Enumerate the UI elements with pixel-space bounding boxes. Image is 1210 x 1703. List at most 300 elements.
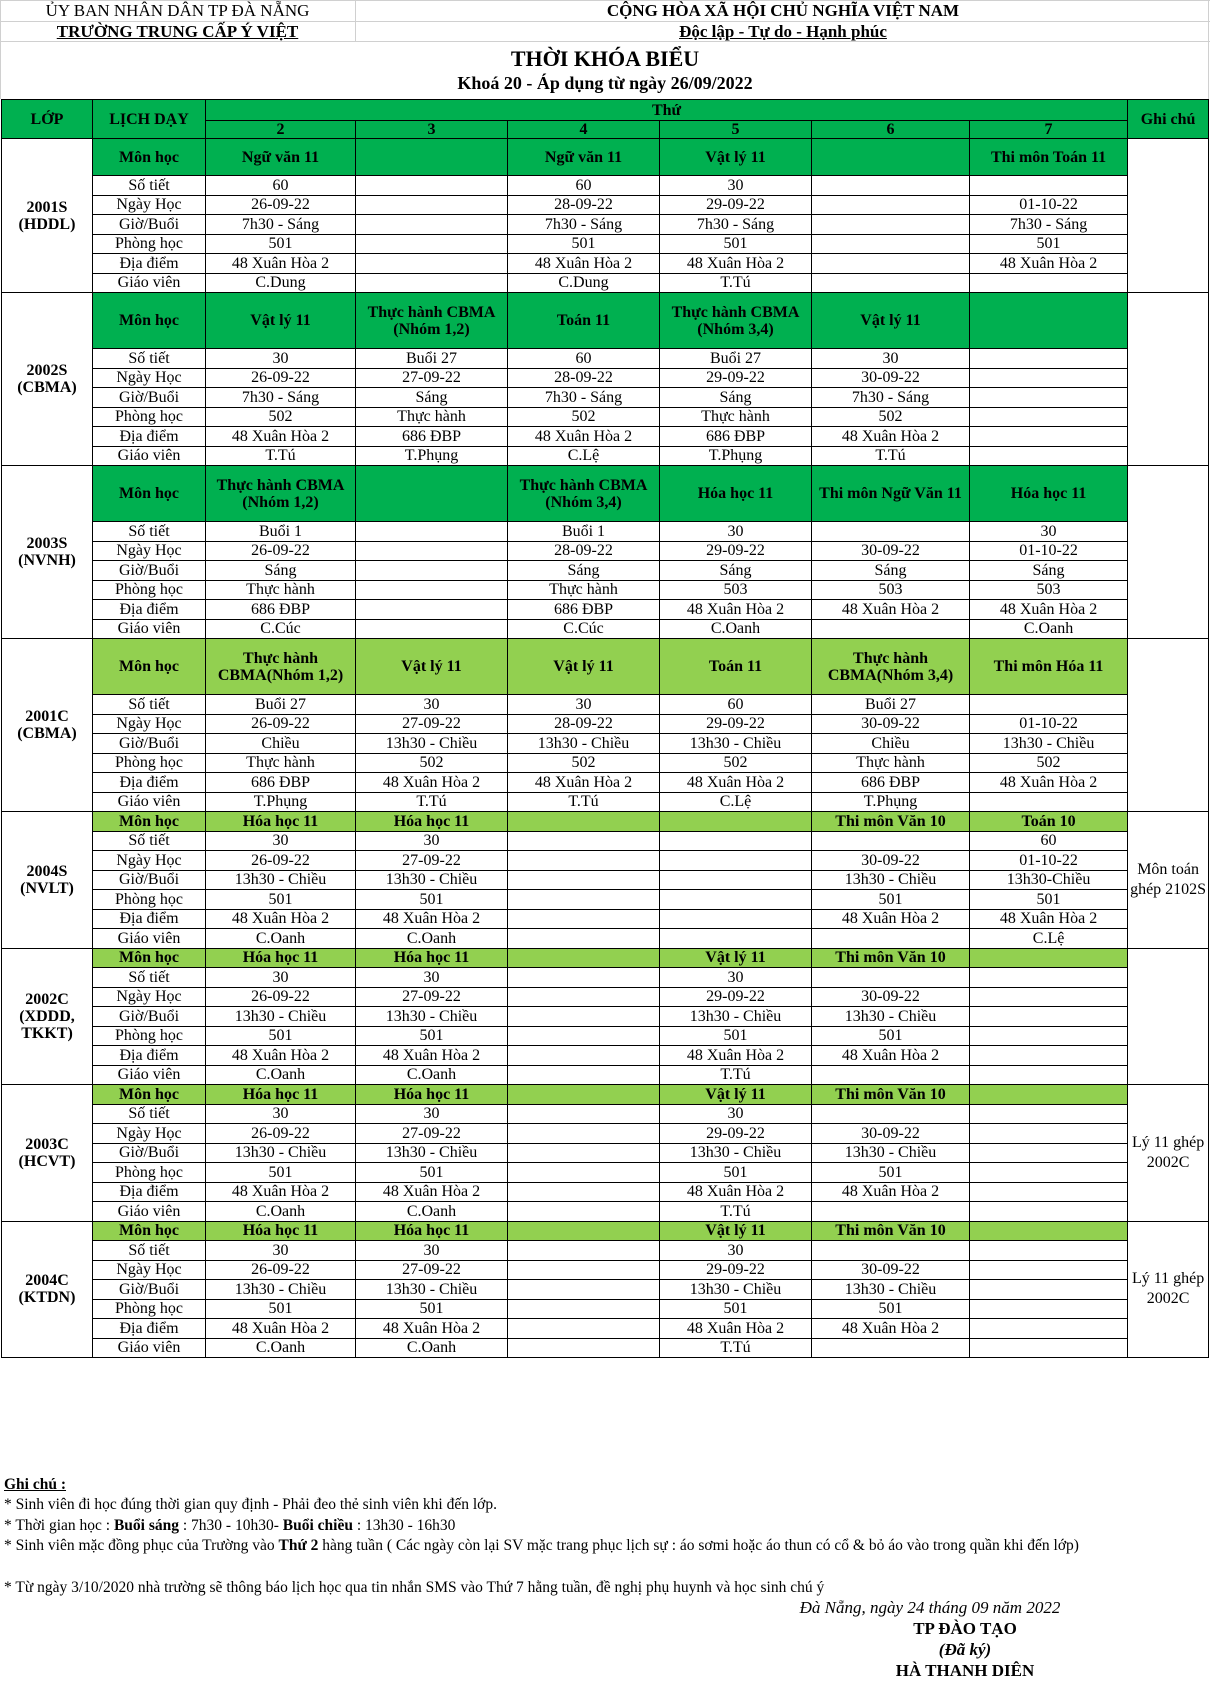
schedule-cell	[970, 176, 1128, 196]
schedule-cell: T.Tú	[356, 792, 508, 812]
schedule-cell	[812, 619, 970, 639]
schedule-cell: 502	[660, 753, 812, 773]
schedule-cell: 30-09-22	[812, 851, 970, 871]
schedule-cell	[356, 176, 508, 196]
schedule-cell	[812, 1338, 970, 1358]
schedule-cell: 502	[206, 407, 356, 427]
schedule-cell: 29-09-22	[660, 368, 812, 388]
schedule-cell: 48 Xuân Hòa 2	[356, 1046, 508, 1066]
schedule-cell	[970, 968, 1128, 988]
class-note	[1128, 139, 1209, 293]
table-row	[2, 812, 1209, 832]
schedule-cell: Sáng	[660, 561, 812, 581]
row-label: Giờ/Buổi	[93, 1143, 206, 1163]
schedule-cell: 30	[356, 1241, 508, 1261]
subject-cell: Hóa học 11	[356, 1085, 508, 1105]
schedule-cell: Thực hành	[206, 753, 356, 773]
schedule-cell: 686 ĐBP	[508, 600, 660, 620]
timetable	[1, 99, 1209, 1358]
table-row	[2, 890, 1209, 910]
schedule-cell: Sáng	[356, 388, 508, 408]
schedule-cell: C.Oanh	[206, 1065, 356, 1085]
table-row	[2, 139, 1209, 176]
schedule-cell: T.Tú	[508, 792, 660, 812]
row-label: Phòng học	[93, 407, 206, 427]
schedule-cell: 7h30 - Sáng	[812, 388, 970, 408]
table-row	[2, 909, 1209, 929]
schedule-cell: 7h30 - Sáng	[970, 215, 1128, 235]
subject-cell: Hóa học 11	[206, 1085, 356, 1105]
col-header-day: 4	[508, 121, 660, 139]
class-name: 2003S (NVNH)	[2, 466, 93, 639]
schedule-cell: 48 Xuân Hòa 2	[970, 909, 1128, 929]
subject-cell	[356, 139, 508, 176]
schedule-cell: 48 Xuân Hòa 2	[812, 909, 970, 929]
schedule-cell: 13h30 - Chiều	[206, 870, 356, 890]
schedule-cell: 13h30 - Chiều	[812, 1007, 970, 1027]
schedule-cell: 29-09-22	[660, 195, 812, 215]
row-label: Giáo viên	[93, 792, 206, 812]
schedule-cell	[508, 1104, 660, 1124]
note-bold: Thứ 2	[278, 1537, 319, 1554]
subject-cell: Hóa học 11	[356, 948, 508, 968]
schedule-cell: Chiều	[812, 734, 970, 754]
row-label: Giáo viên	[93, 446, 206, 466]
table-row	[2, 1338, 1209, 1358]
schedule-cell: 28-09-22	[508, 368, 660, 388]
national-motto: Độc lập - Tự do - Hạnh phúc	[679, 22, 887, 41]
row-label: Địa điểm	[93, 909, 206, 929]
schedule-cell: 13h30 - Chiều	[206, 1143, 356, 1163]
schedule-cell: T.Tú	[206, 446, 356, 466]
schedule-cell	[508, 1163, 660, 1183]
col-header-day: 6	[812, 121, 970, 139]
schedule-cell: 29-09-22	[660, 987, 812, 1007]
subject-cell: Vật lý 11	[356, 639, 508, 695]
col-header-lich-day: LỊCH DẠY	[93, 100, 206, 139]
row-label: Môn học	[93, 293, 206, 349]
header-row	[2, 100, 1209, 121]
subject-cell	[508, 812, 660, 832]
schedule-cell	[660, 851, 812, 871]
schedule-cell: T.Tú	[660, 1202, 812, 1222]
note-line	[4, 1516, 455, 1536]
schedule-cell	[812, 254, 970, 274]
schedule-cell: C.Oanh	[356, 929, 508, 949]
subject-cell: Hóa học 11	[356, 812, 508, 832]
schedule-cell	[970, 1007, 1128, 1027]
national-title: CỘNG HÒA XÃ HỘI CHỦ NGHĨA VIỆT NAM	[606, 1, 960, 20]
table-row	[2, 639, 1209, 695]
schedule-cell: 13h30 - Chiều	[356, 1280, 508, 1300]
schedule-cell: 13h30 - Chiều	[660, 1280, 812, 1300]
schedule-cell: Buổi 27	[356, 349, 508, 369]
subject-cell: Ngữ văn 11	[508, 139, 660, 176]
schedule-cell	[356, 619, 508, 639]
row-label: Số tiết	[93, 176, 206, 196]
schedule-cell: Buổi 1	[206, 522, 356, 542]
schedule-cell: C.Lệ	[508, 446, 660, 466]
schedule-cell: T.Tú	[660, 273, 812, 293]
schedule-cell	[970, 1065, 1128, 1085]
table-row	[2, 176, 1209, 196]
row-label: Môn học	[93, 1085, 206, 1105]
table-row	[2, 870, 1209, 890]
schedule-cell: 30	[356, 831, 508, 851]
schedule-cell: 502	[508, 753, 660, 773]
schedule-cell: 26-09-22	[206, 195, 356, 215]
table-row	[2, 1085, 1209, 1105]
table-row	[2, 466, 1209, 522]
schedule-cell: 686 ĐBP	[206, 600, 356, 620]
subject-cell: Thực hành CBMA (Nhóm 3,4)	[660, 293, 812, 349]
subject-cell: Vật lý 11	[206, 293, 356, 349]
schedule-cell: Sáng	[206, 561, 356, 581]
class-name: 2001C (CBMA)	[2, 639, 93, 812]
schedule-cell: 13h30 - Chiều	[508, 734, 660, 754]
schedule-cell: 686 ĐBP	[206, 773, 356, 793]
schedule-cell: 30	[206, 1104, 356, 1124]
schedule-cell: 48 Xuân Hòa 2	[356, 773, 508, 793]
table-row	[2, 1007, 1209, 1027]
row-label: Môn học	[93, 1221, 206, 1241]
schedule-cell: 01-10-22	[970, 195, 1128, 215]
schedule-cell: 501	[812, 890, 970, 910]
schedule-cell: 48 Xuân Hòa 2	[356, 1319, 508, 1339]
class-name: 2001S (HDDL)	[2, 139, 93, 293]
schedule-cell	[660, 870, 812, 890]
schedule-cell: 503	[970, 580, 1128, 600]
schedule-cell: 48 Xuân Hòa 2	[660, 254, 812, 274]
table-row	[2, 293, 1209, 349]
row-label: Số tiết	[93, 831, 206, 851]
row-label: Địa điểm	[93, 1182, 206, 1202]
table-row	[2, 407, 1209, 427]
note-line: * Sinh viên đi học đúng thời gian quy định - Phải đeo thẻ sinh viên khi đến lớp.	[4, 1496, 497, 1513]
schedule-cell: 13h30 - Chiều	[356, 1007, 508, 1027]
class-name: 2002S (CBMA)	[2, 293, 93, 466]
note-line	[4, 1536, 1204, 1556]
schedule-cell: 501	[206, 1026, 356, 1046]
table-row	[2, 1280, 1209, 1300]
schedule-cell: 30	[970, 522, 1128, 542]
schedule-cell	[356, 234, 508, 254]
schedule-cell: 26-09-22	[206, 987, 356, 1007]
class-note	[1128, 466, 1209, 639]
schedule-cell	[356, 600, 508, 620]
schedule-cell	[812, 195, 970, 215]
table-row	[2, 1202, 1209, 1222]
schedule-cell: 27-09-22	[356, 1124, 508, 1144]
schedule-cell: T.Phụng	[206, 792, 356, 812]
schedule-cell	[970, 368, 1128, 388]
schedule-cell: 26-09-22	[206, 851, 356, 871]
schedule-cell	[812, 1241, 970, 1261]
schedule-cell: 30	[660, 1241, 812, 1261]
schedule-cell	[970, 1280, 1128, 1300]
subject-cell: Thi môn Ngữ Văn 11	[812, 466, 970, 522]
row-label: Giờ/Buổi	[93, 1007, 206, 1027]
row-label: Giáo viên	[93, 1202, 206, 1222]
agency-name: ỦY BAN NHÂN DÂN TP ĐÀ NẴNG	[45, 1, 310, 20]
schedule-cell	[970, 1299, 1128, 1319]
schedule-cell: 30-09-22	[812, 368, 970, 388]
schedule-cell: 501	[660, 1299, 812, 1319]
schedule-cell	[970, 1241, 1128, 1261]
subject-cell: Thực hành CBMA(Nhóm 1,2)	[206, 639, 356, 695]
schedule-cell: 60	[970, 831, 1128, 851]
schedule-cell: T.Phụng	[660, 446, 812, 466]
schedule-cell: 60	[660, 695, 812, 715]
note-text: * Thời gian học :	[4, 1517, 114, 1534]
schedule-cell: 48 Xuân Hòa 2	[356, 1182, 508, 1202]
row-label: Ngày Học	[93, 987, 206, 1007]
schedule-cell	[356, 254, 508, 274]
schedule-cell: 48 Xuân Hòa 2	[508, 254, 660, 274]
schedule-cell	[508, 1202, 660, 1222]
class-name: 2004S (NVLT)	[2, 812, 93, 949]
schedule-cell: C.Dung	[206, 273, 356, 293]
schedule-cell	[970, 1124, 1128, 1144]
table-row	[2, 1260, 1209, 1280]
schedule-cell	[356, 195, 508, 215]
row-label: Phòng học	[93, 753, 206, 773]
schedule-cell: C.Cúc	[508, 619, 660, 639]
schedule-cell	[508, 1241, 660, 1261]
schedule-cell: Thực hành	[356, 407, 508, 427]
subject-cell	[356, 466, 508, 522]
subject-cell: Vật lý 11	[660, 1085, 812, 1105]
schedule-cell: 48 Xuân Hòa 2	[356, 909, 508, 929]
row-label: Giáo viên	[93, 619, 206, 639]
schedule-cell: 27-09-22	[356, 851, 508, 871]
subject-cell: Hóa học 11	[660, 466, 812, 522]
row-label: Giờ/Buổi	[93, 388, 206, 408]
schedule-cell: 48 Xuân Hòa 2	[206, 909, 356, 929]
schedule-cell: 30	[660, 1104, 812, 1124]
schedule-cell: 29-09-22	[660, 1260, 812, 1280]
table-row	[2, 561, 1209, 581]
schedule-cell: C.Oanh	[356, 1202, 508, 1222]
table-row	[2, 714, 1209, 734]
row-label: Ngày Học	[93, 1124, 206, 1144]
schedule-cell	[356, 522, 508, 542]
subject-cell	[508, 1085, 660, 1105]
schedule-cell: 13h30 - Chiều	[206, 1280, 356, 1300]
table-row	[2, 1182, 1209, 1202]
schedule-cell: 48 Xuân Hòa 2	[660, 773, 812, 793]
schedule-cell: Sáng	[812, 561, 970, 581]
schedule-cell: C.Oanh	[206, 1338, 356, 1358]
class-note: Lý 11 ghép 2002C	[1128, 1085, 1209, 1222]
schedule-cell: 48 Xuân Hòa 2	[660, 600, 812, 620]
schedule-cell: Chiều	[206, 734, 356, 754]
schedule-cell: Sáng	[970, 561, 1128, 581]
schedule-cell: 26-09-22	[206, 368, 356, 388]
schedule-cell: 502	[970, 753, 1128, 773]
schedule-cell: 28-09-22	[508, 541, 660, 561]
schedule-cell	[970, 987, 1128, 1007]
subject-cell: Thi môn Văn 10	[812, 1221, 970, 1241]
schedule-cell	[508, 831, 660, 851]
schedule-cell: C.Oanh	[206, 929, 356, 949]
schedule-cell	[508, 1260, 660, 1280]
table-row	[2, 1065, 1209, 1085]
schedule-cell: 48 Xuân Hòa 2	[206, 1182, 356, 1202]
schedule-cell: 27-09-22	[356, 1260, 508, 1280]
schedule-cell: 30-09-22	[812, 1260, 970, 1280]
row-label: Ngày Học	[93, 541, 206, 561]
schedule-cell	[970, 1319, 1128, 1339]
schedule-cell	[508, 870, 660, 890]
schedule-cell	[970, 792, 1128, 812]
schedule-cell: 30	[206, 349, 356, 369]
table-row	[2, 948, 1209, 968]
schedule-cell	[970, 388, 1128, 408]
schedule-cell: 7h30 - Sáng	[508, 388, 660, 408]
table-row	[2, 987, 1209, 1007]
schedule-cell: Thực hành	[660, 407, 812, 427]
schedule-cell: 501	[206, 1299, 356, 1319]
schedule-cell: 01-10-22	[970, 714, 1128, 734]
schedule-cell: 30	[356, 695, 508, 715]
schedule-cell	[812, 1202, 970, 1222]
schedule-cell: 01-10-22	[970, 541, 1128, 561]
page-subtitle: Khoá 20 - Áp dụng từ ngày 26/09/2022	[457, 73, 753, 93]
class-note	[1128, 293, 1209, 466]
schedule-cell: T.Phụng	[812, 792, 970, 812]
schedule-cell	[508, 851, 660, 871]
row-label: Phòng học	[93, 890, 206, 910]
row-label: Giờ/Buổi	[93, 870, 206, 890]
subject-cell	[970, 293, 1128, 349]
row-label: Giáo viên	[93, 273, 206, 293]
schedule-cell: 502	[812, 407, 970, 427]
schedule-cell	[812, 522, 970, 542]
row-label: Giờ/Buổi	[93, 1280, 206, 1300]
schedule-cell: 501	[660, 234, 812, 254]
schedule-cell: C.Dung	[508, 273, 660, 293]
subject-cell	[970, 948, 1128, 968]
subject-cell: Vật lý 11	[660, 948, 812, 968]
col-header-day: 3	[356, 121, 508, 139]
subject-cell	[970, 1221, 1128, 1241]
schedule-cell: 48 Xuân Hòa 2	[660, 1319, 812, 1339]
schedule-cell: 501	[660, 1163, 812, 1183]
schedule-cell	[508, 968, 660, 988]
table-row	[2, 851, 1209, 871]
schedule-cell: 13h30 - Chiều	[812, 870, 970, 890]
subject-cell: Hóa học 11	[356, 1221, 508, 1241]
schedule-cell: C.Oanh	[356, 1338, 508, 1358]
row-label: Giáo viên	[93, 1065, 206, 1085]
schedule-cell: 13h30 - Chiều	[206, 1007, 356, 1027]
schedule-cell	[508, 1143, 660, 1163]
schedule-cell: 501	[508, 234, 660, 254]
row-label: Phòng học	[93, 1299, 206, 1319]
schedule-cell	[508, 987, 660, 1007]
schedule-cell: 30	[660, 968, 812, 988]
schedule-cell: 30	[206, 1241, 356, 1261]
schedule-cell: 28-09-22	[508, 195, 660, 215]
schedule-cell: 501	[356, 1163, 508, 1183]
subject-cell: Thi môn Văn 10	[812, 948, 970, 968]
table-row	[2, 580, 1209, 600]
table-row	[2, 522, 1209, 542]
schedule-cell	[812, 234, 970, 254]
schedule-cell: 7h30 - Sáng	[206, 215, 356, 235]
row-label: Địa điểm	[93, 773, 206, 793]
row-label: Phòng học	[93, 1163, 206, 1183]
table-row	[2, 1104, 1209, 1124]
schedule-cell: 48 Xuân Hòa 2	[812, 1319, 970, 1339]
row-label: Môn học	[93, 466, 206, 522]
subject-cell: Hóa học 11	[206, 812, 356, 832]
schedule-cell	[812, 929, 970, 949]
schedule-cell: 13h30 - Chiều	[356, 870, 508, 890]
table-row	[2, 215, 1209, 235]
schedule-cell	[812, 215, 970, 235]
subject-cell: Toán 11	[508, 293, 660, 349]
table-row	[2, 831, 1209, 851]
schedule-cell	[812, 273, 970, 293]
row-label: Địa điểm	[93, 600, 206, 620]
note-text: : 7h30 - 10h30-	[179, 1517, 283, 1534]
schedule-cell: 48 Xuân Hòa 2	[812, 1182, 970, 1202]
signer-name: HÀ THANH DIÊN	[895, 1661, 1035, 1680]
schedule-cell: 48 Xuân Hòa 2	[970, 773, 1128, 793]
table-row	[2, 619, 1209, 639]
col-header-thu: Thứ	[206, 100, 1128, 121]
table-row	[2, 695, 1209, 715]
schedule-cell: 30	[356, 968, 508, 988]
table-row	[2, 349, 1209, 369]
subject-cell: Vật lý 11	[660, 139, 812, 176]
schedule-cell: 28-09-22	[508, 714, 660, 734]
schedule-cell: 501	[970, 890, 1128, 910]
note-line: * Từ ngày 3/10/2020 nhà trường sẽ thông báo lịch học qua tin nhắn SMS vào Thứ 7 hằng tuần, đề nghị phụ huynh và học sinh chú ý	[4, 1579, 825, 1596]
schedule-cell: 48 Xuân Hòa 2	[970, 254, 1128, 274]
row-label: Địa điểm	[93, 1046, 206, 1066]
schedule-cell	[356, 215, 508, 235]
schedule-cell: 7h30 - Sáng	[508, 215, 660, 235]
class-name: 2002C (XDDD, TKKT)	[2, 948, 93, 1085]
schedule-cell: 48 Xuân Hòa 2	[660, 1182, 812, 1202]
subject-cell: Vật lý 11	[508, 639, 660, 695]
signed-mark: (Đã ký)	[938, 1640, 992, 1659]
class-note	[1128, 639, 1209, 812]
col-header-day: 5	[660, 121, 812, 139]
schedule-cell: 26-09-22	[206, 1260, 356, 1280]
subject-cell: Thực hành CBMA (Nhóm 1,2)	[206, 466, 356, 522]
schedule-cell: 501	[970, 234, 1128, 254]
table-row	[2, 427, 1209, 447]
table-row	[2, 1046, 1209, 1066]
schedule-cell	[508, 1007, 660, 1027]
schedule-cell	[970, 1163, 1128, 1183]
schedule-cell: 502	[508, 407, 660, 427]
schedule-cell: 29-09-22	[660, 1124, 812, 1144]
row-label: Ngày Học	[93, 851, 206, 871]
table-row	[2, 234, 1209, 254]
table-row	[2, 1221, 1209, 1241]
schedule-cell	[356, 580, 508, 600]
schedule-cell: 501	[660, 1026, 812, 1046]
schedule-cell: T.Tú	[660, 1338, 812, 1358]
row-label: Số tiết	[93, 1241, 206, 1261]
schedule-cell: 13h30-Chiều	[970, 870, 1128, 890]
schedule-cell	[356, 541, 508, 561]
